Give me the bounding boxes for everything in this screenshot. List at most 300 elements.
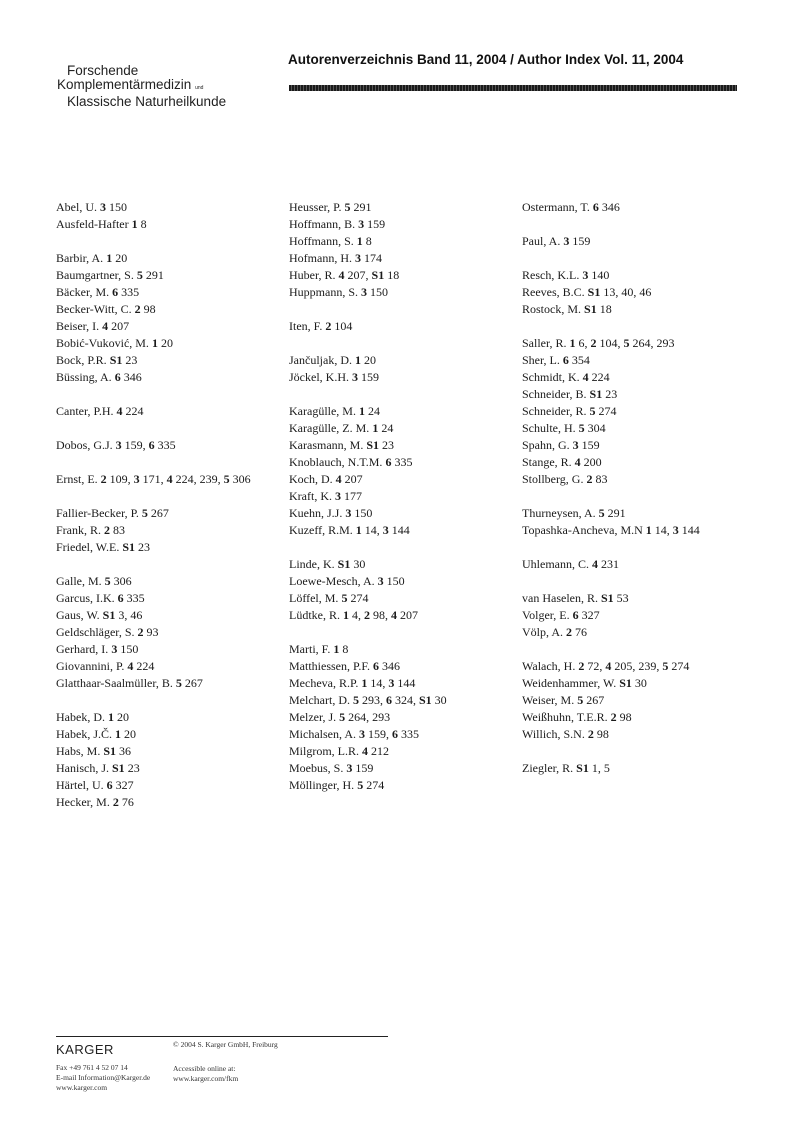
- issue-number: S1: [584, 302, 597, 316]
- author-name: Marti, F.: [289, 642, 331, 656]
- entry-gap: [522, 573, 752, 590]
- entry-gap: [522, 488, 752, 505]
- author-entry: [522, 709, 752, 726]
- author-name: Bäcker, M.: [56, 285, 110, 299]
- author-entry: [522, 726, 752, 743]
- entry-gap: [56, 556, 276, 573]
- author-name: Ziegler, R.: [522, 761, 574, 775]
- page-number: 109: [109, 472, 128, 486]
- author-name: Hoffmann, B.: [289, 217, 356, 231]
- page-number: 304: [587, 421, 606, 435]
- issue-number: 1: [358, 404, 365, 418]
- issue-number: 1: [354, 353, 361, 367]
- author-entry: [56, 573, 276, 590]
- issue-number: 5: [104, 574, 111, 588]
- author-name: Stollberg, G.: [522, 472, 584, 486]
- author-name: Willich, S.N.: [522, 727, 585, 741]
- issue-number: 6: [148, 438, 155, 452]
- author-name: Büssing, A.: [56, 370, 112, 384]
- issue-number: 4: [592, 557, 598, 571]
- issue-number: 3: [358, 217, 365, 231]
- issue-number: 1: [355, 523, 362, 537]
- issue-number: 5: [589, 404, 596, 418]
- issue-number: 4: [362, 744, 369, 758]
- page-number: 20: [116, 710, 129, 724]
- author-name: Ausfeld-Hafter: [56, 217, 129, 231]
- page-number: 224: [136, 659, 155, 673]
- page-number: 24: [381, 421, 394, 435]
- author-name: Bock, P.R.: [56, 353, 107, 367]
- page-number: 144: [681, 523, 700, 537]
- page-number: 291: [353, 200, 372, 214]
- author-entry: [289, 284, 509, 301]
- index-column-2: [289, 199, 509, 794]
- page-number: 14: [370, 676, 383, 690]
- author-name: Glatthaar-Saalmüller, B.: [56, 676, 173, 690]
- author-name: Heusser, P.: [289, 200, 342, 214]
- page-number: 23: [127, 761, 140, 775]
- author-name: Weiser, M.: [522, 693, 575, 707]
- author-name: Canter, P.H.: [56, 404, 114, 418]
- page-number: 207: [400, 608, 418, 622]
- page-number: 327: [115, 778, 134, 792]
- issue-number: 3: [355, 251, 361, 265]
- author-entry: [56, 743, 276, 760]
- page-number: 274: [671, 659, 690, 673]
- issue-number: 3: [672, 523, 679, 537]
- issue-number: 6: [117, 591, 124, 605]
- page-number: 207: [347, 268, 366, 282]
- author-entry: [56, 607, 276, 624]
- author-entry: [56, 794, 276, 811]
- page-number: 159: [367, 217, 386, 231]
- author-name: Galle, M.: [56, 574, 102, 588]
- page-number: 174: [364, 251, 382, 265]
- issue-number: 2: [590, 336, 597, 350]
- author-entry: Ernst, E. 2 109, 3 171, 4 224, 239, 5 306: [56, 472, 251, 486]
- author-name: Möllinger, H.: [289, 778, 355, 792]
- issue-number: 3: [388, 676, 395, 690]
- page-number: 335: [126, 591, 145, 605]
- author-entry: [56, 216, 276, 233]
- issue-number: 3: [334, 489, 341, 503]
- issue-number: 3: [572, 438, 579, 452]
- issue-number: 1: [361, 676, 368, 690]
- page-number: 212: [371, 744, 390, 758]
- author-name: Habs, M.: [56, 744, 101, 758]
- entry-gap: [522, 743, 752, 760]
- page-number: 293: [361, 693, 380, 707]
- author-entry: Mecheva, R.P. 1 14, 3 144: [289, 676, 416, 690]
- page-number: 14: [364, 523, 377, 537]
- author-entry: [289, 488, 509, 505]
- author-entry: Huber, R. 4 207, S1 18: [289, 268, 400, 282]
- issue-number: 4: [582, 370, 589, 384]
- author-entry: [289, 352, 509, 369]
- author-entry: [56, 675, 276, 692]
- author-entry: Walach, H. 2 72, 4 205, 239, 5 274: [522, 659, 690, 673]
- author-name: Stange, R.: [522, 455, 572, 469]
- author-name: Melzer, J.: [289, 710, 337, 724]
- journal-title-und: und: [195, 84, 204, 91]
- author-entry: [522, 624, 752, 641]
- entry-gap: [56, 386, 276, 403]
- issue-number: 1: [343, 608, 349, 622]
- page-number: 200: [583, 455, 602, 469]
- entry-gap: [289, 386, 509, 403]
- issue-number: 6: [112, 285, 119, 299]
- page-number: 231: [601, 557, 619, 571]
- page-number: 327: [581, 608, 600, 622]
- author-name: Giovannini, P.: [56, 659, 125, 673]
- author-name: Milgrom, L.R.: [289, 744, 360, 758]
- issue-number: 5: [141, 506, 148, 520]
- author-name: Matthiessen, P.F.: [289, 659, 371, 673]
- author-name: Melchart, D.: [289, 693, 350, 707]
- author-name: Gerhard, I.: [56, 642, 109, 656]
- entry-gap: [289, 335, 509, 352]
- page-number: 267: [150, 506, 169, 520]
- page-number: 8: [140, 217, 147, 231]
- issue-number: 2: [112, 795, 119, 809]
- page-number: 20: [363, 353, 376, 367]
- author-entry: [56, 539, 276, 556]
- issue-number: 1: [645, 523, 652, 537]
- footer-rule: [56, 1036, 388, 1037]
- author-entry: [56, 199, 276, 216]
- author-entry: [522, 369, 752, 386]
- author-name: Habek, D.: [56, 710, 105, 724]
- author-name: Hanisch, J.: [56, 761, 109, 775]
- issue-number: 2: [104, 523, 110, 537]
- accessible-url[interactable]: www.karger.com/fkm: [173, 1074, 239, 1083]
- issue-number: S1: [589, 387, 603, 401]
- author-name: Karagülle, M.: [289, 404, 356, 418]
- issue-number: S1: [112, 761, 125, 775]
- author-entry: Dobos, G.J. 3 159, 6 335: [56, 438, 176, 452]
- issue-number: 2: [578, 659, 585, 673]
- page-number: 150: [109, 200, 127, 214]
- author-name: Lüdtke, R.: [289, 608, 340, 622]
- author-name: Topashka-Ancheva, M.N: [522, 523, 643, 537]
- issue-number: 3: [359, 727, 365, 741]
- page-number: 267: [586, 693, 605, 707]
- author-entry: [289, 420, 509, 437]
- author-entry: [522, 386, 752, 403]
- author-entry: Michalsen, A. 3 159, 6 335: [289, 727, 419, 741]
- page-number: 30: [434, 693, 447, 707]
- page-number: 76: [575, 625, 588, 639]
- issue-number: 2: [137, 625, 144, 639]
- email-address[interactable]: E-mail Information@Karger.de: [56, 1073, 151, 1082]
- issue-number: 5: [175, 676, 182, 690]
- journal-title-line2-text: Komplementärmedizin: [57, 76, 192, 92]
- author-entry: [289, 233, 509, 250]
- author-name: Dobos, G.J.: [56, 438, 113, 452]
- issue-number: 6: [385, 693, 392, 707]
- issue-number: 3: [346, 761, 353, 775]
- page-number: 98: [619, 710, 632, 724]
- page-number: 224: [125, 404, 144, 418]
- author-name: Reeves, B.C.: [522, 285, 585, 299]
- author-entry: [522, 420, 752, 437]
- issue-number: 6: [385, 455, 392, 469]
- author-name: Huber, R.: [289, 268, 336, 282]
- issue-number: 5: [341, 591, 348, 605]
- page-number: 23: [125, 353, 138, 367]
- page-number: 14: [654, 523, 667, 537]
- entry-gap: [56, 692, 276, 709]
- author-entry: [56, 777, 276, 794]
- author-entry: Topashka-Ancheva, M.N 1 14, 3 144: [522, 523, 700, 537]
- page-number: 264, 293: [632, 336, 675, 350]
- page-number: 1, 5: [591, 761, 610, 775]
- author-entry: Saller, R. 1 6, 2 104, 5 264, 293: [522, 336, 675, 350]
- issue-number: 2: [586, 472, 593, 486]
- author-entry: [56, 403, 276, 420]
- issue-number: S1: [371, 268, 385, 282]
- author-entry: [56, 590, 276, 607]
- entry-gap: [56, 488, 276, 505]
- issue-number: 2: [100, 472, 107, 486]
- page-number: 207: [344, 472, 363, 486]
- author-entry: [56, 709, 276, 726]
- issue-number: 5: [598, 506, 605, 520]
- author-name: Sher, L.: [522, 353, 560, 367]
- issue-number: 3: [111, 642, 118, 656]
- author-name: Ostermann, T.: [522, 200, 590, 214]
- issue-number: 2: [566, 625, 573, 639]
- author-name: Kraft, K.: [289, 489, 332, 503]
- author-name: Volger, E.: [522, 608, 570, 622]
- author-entry: [56, 301, 276, 318]
- issue-number: 5: [577, 693, 584, 707]
- karger-logo: KARGER: [56, 1042, 114, 1057]
- issue-number: 1: [131, 217, 138, 231]
- author-name: Becker-Witt, C.: [56, 302, 132, 316]
- author-entry: [522, 471, 752, 488]
- author-entry: [56, 624, 276, 641]
- page-number: 144: [397, 676, 416, 690]
- author-name: Karasmann, M.: [289, 438, 364, 452]
- page-number: 30: [353, 557, 366, 571]
- issue-number: 2: [587, 727, 594, 741]
- issue-number: 2: [610, 710, 617, 724]
- page-number: 274: [350, 591, 369, 605]
- author-name: Linde, K.: [289, 557, 335, 571]
- author-name: Schneider, B.: [522, 387, 587, 401]
- page-number: 159: [572, 234, 591, 248]
- page-number: 159: [581, 438, 600, 452]
- page-number: 224, 239: [175, 472, 218, 486]
- entry-gap: [522, 216, 752, 233]
- page-number: 177: [343, 489, 362, 503]
- issue-number: S1: [600, 591, 614, 605]
- issue-number: S1: [102, 608, 116, 622]
- author-name: Schneider, R.: [522, 404, 587, 418]
- author-name: Gaus, W.: [56, 608, 100, 622]
- author-name: Michalsen, A.: [289, 727, 356, 741]
- author-entry: [56, 641, 276, 658]
- issue-number: 2: [325, 319, 332, 333]
- entry-gap: [522, 250, 752, 267]
- author-name: Bobić-Vuković, M.: [56, 336, 149, 350]
- page-number: 335: [394, 455, 413, 469]
- author-entry: [56, 318, 276, 335]
- issue-number: 5: [352, 693, 359, 707]
- issue-number: 5: [662, 659, 669, 673]
- publisher-contact: [56, 1063, 150, 1093]
- page-number: 291: [145, 268, 164, 282]
- entry-gap: [56, 454, 276, 471]
- author-name: Koch, D.: [289, 472, 333, 486]
- issue-number: 2: [364, 608, 370, 622]
- issue-number: 5: [136, 268, 143, 282]
- issue-number: 4: [166, 472, 173, 486]
- author-entry: Melchart, D. 5 293, 6 324, S1 30: [289, 693, 447, 707]
- author-entry: [522, 437, 752, 454]
- page-number: 4: [352, 608, 358, 622]
- page-number: 36: [119, 744, 132, 758]
- entry-gap: [289, 624, 509, 641]
- issue-number: S1: [619, 676, 632, 690]
- author-name: Schmidt, K.: [522, 370, 580, 384]
- page-number: 224: [591, 370, 610, 384]
- website-link[interactable]: www.karger.com: [56, 1083, 108, 1092]
- journal-title-line2: [57, 78, 226, 96]
- page-number: 207: [111, 319, 130, 333]
- issue-number: 3: [133, 472, 140, 486]
- page-number: 205, 239: [614, 659, 657, 673]
- page-number: 346: [382, 659, 401, 673]
- issue-number: 6: [114, 370, 121, 384]
- author-entry: [522, 760, 752, 777]
- author-name: Saller, R.: [522, 336, 567, 350]
- page-number: 83: [595, 472, 608, 486]
- author-entry: [56, 335, 276, 352]
- author-entry: [56, 284, 276, 301]
- page-number: 18: [599, 302, 612, 316]
- author-name: Loewe-Mesch, A.: [289, 574, 375, 588]
- author-entry: [289, 369, 509, 386]
- author-entry: [289, 403, 509, 420]
- page-number: 83: [113, 523, 125, 537]
- issue-number: 2: [134, 302, 141, 316]
- page-number: 150: [386, 574, 405, 588]
- author-entry: [522, 403, 752, 420]
- issue-number: 1: [372, 421, 379, 435]
- issue-number: 4: [102, 319, 109, 333]
- issue-number: 4: [335, 472, 342, 486]
- issue-number: 3: [563, 234, 570, 248]
- author-entry: [289, 556, 509, 573]
- author-name: Geldschläger, S.: [56, 625, 135, 639]
- author-name: Garcus, I.K.: [56, 591, 115, 605]
- page-number: 93: [146, 625, 159, 639]
- author-name: Löffel, M.: [289, 591, 339, 605]
- author-entry: [289, 760, 509, 777]
- page-number: 306: [232, 472, 251, 486]
- author-entry: [289, 454, 509, 471]
- issue-number: 6: [392, 727, 398, 741]
- author-name: Kuehn, J.J.: [289, 506, 343, 520]
- author-name: Völp, A.: [522, 625, 564, 639]
- author-entry: Kuzeff, R.M. 1 14, 3 144: [289, 523, 410, 537]
- copyright-block: [173, 1040, 278, 1084]
- journal-title-line3: Klassische Naturheilkunde: [67, 94, 227, 109]
- author-name: Habek, J.Č.: [56, 727, 112, 741]
- header-rule: [289, 85, 737, 91]
- page-number: 98: [373, 608, 385, 622]
- author-name: Weißhuhn, T.E.R.: [522, 710, 608, 724]
- author-name: Hofmann, H.: [289, 251, 352, 265]
- issue-number: S1: [337, 557, 351, 571]
- issue-number: 3: [345, 506, 352, 520]
- author-name: Moebus, S.: [289, 761, 344, 775]
- author-name: Abel, U.: [56, 200, 97, 214]
- issue-number: S1: [576, 761, 589, 775]
- author-entry: [56, 658, 276, 675]
- author-entry: [56, 267, 276, 284]
- issue-number: S1: [587, 285, 601, 299]
- index-column-3: [522, 199, 752, 777]
- page-number: 274: [366, 778, 385, 792]
- issue-number: 3: [361, 285, 367, 299]
- page-number: 98: [143, 302, 156, 316]
- author-name: Friedel, W.E.: [56, 540, 120, 554]
- page-number: 20: [124, 727, 136, 741]
- author-name: Ernst, E.: [56, 472, 98, 486]
- issue-number: 4: [127, 659, 134, 673]
- author-name: Karagülle, Z. M.: [289, 421, 370, 435]
- issue-number: S1: [366, 438, 380, 452]
- author-entry: [522, 505, 752, 522]
- page-number: 159: [355, 761, 374, 775]
- page-number: 159: [368, 727, 386, 741]
- page-number: 8: [342, 642, 349, 656]
- page-number: 72: [587, 659, 600, 673]
- author-entry: [289, 743, 509, 760]
- author-entry: [56, 522, 276, 539]
- page-number: 13, 40, 46: [603, 285, 652, 299]
- author-entry: [522, 199, 752, 216]
- page-number: 335: [157, 438, 176, 452]
- page-number: 8: [365, 234, 372, 248]
- author-name: Knoblauch, N.T.M.: [289, 455, 383, 469]
- author-entry: [522, 607, 752, 624]
- author-entry: [522, 675, 752, 692]
- page-title: Autorenverzeichnis Band 11, 2004 / Author Index Vol. 11, 2004: [288, 52, 684, 67]
- author-name: Fallier-Becker, P.: [56, 506, 139, 520]
- issue-number: 1: [115, 727, 121, 741]
- entry-gap: [522, 539, 752, 556]
- issue-number: 5: [344, 200, 351, 214]
- page-number: 150: [354, 506, 373, 520]
- issue-number: 3: [100, 200, 106, 214]
- issue-number: 4: [116, 404, 123, 418]
- author-entry: [289, 437, 509, 454]
- entry-gap: [522, 641, 752, 658]
- page-number: 98: [596, 727, 609, 741]
- page-number: 104: [599, 336, 618, 350]
- author-name: Thurneysen, A.: [522, 506, 596, 520]
- author-name: Jančuljak, D.: [289, 353, 352, 367]
- issue-number: 6: [373, 659, 380, 673]
- page-number: 150: [120, 642, 139, 656]
- entry-gap: [56, 420, 276, 437]
- author-entry: [289, 658, 509, 675]
- author-entry: [522, 284, 752, 301]
